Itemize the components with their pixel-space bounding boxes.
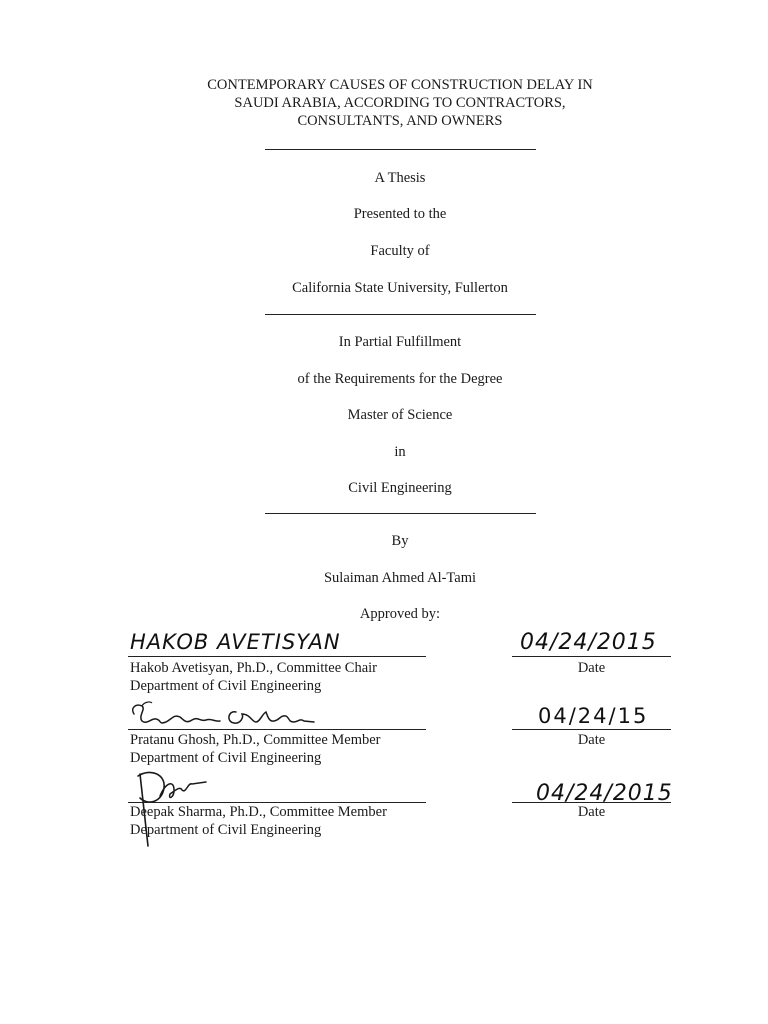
approved-by-label: Approved by:	[359, 606, 441, 622]
fulfillment-text: In Partial Fulfillment	[338, 334, 462, 350]
faculty-text: Faculty of	[370, 243, 430, 259]
title-line-1: CONTEMPORARY CAUSES OF CONSTRUCTION DELAY IN	[207, 77, 593, 93]
thesis-title	[0, 76, 768, 130]
degree-name: Master of Science	[347, 407, 453, 423]
signatory-1-name: Hakob Avetisyan, Ph.D., Committee Chair	[130, 660, 378, 676]
title-line-3: CONSULTANTS, AND OWNERS	[297, 113, 503, 129]
in-text: in	[394, 444, 406, 460]
signatory-3-department: Department of Civil Engineering	[130, 822, 322, 838]
signatory-2-name: Pratanu Ghosh, Ph.D., Committee Member	[130, 732, 381, 748]
date-line-1	[512, 656, 671, 657]
signatory-2-department: Department of Civil Engineering	[130, 750, 322, 766]
date-1-handwritten: 04/24/2015	[520, 630, 657, 655]
signature-1-handwritten: HAKOB AVETISYAN	[130, 630, 341, 654]
date-2-handwritten: 04/24/15	[538, 704, 649, 728]
signature-line-1	[128, 656, 426, 657]
date-label-1: Date	[577, 660, 606, 676]
thesis-label: A Thesis	[374, 170, 426, 186]
requirements-text: of the Requirements for the Degree	[297, 371, 503, 387]
date-label-2: Date	[577, 732, 606, 748]
divider-rule-3	[265, 513, 536, 514]
date-line-2	[512, 729, 671, 730]
signatory-3-name: Deepak Sharma, Ph.D., Committee Member	[130, 804, 387, 820]
divider-rule-2	[265, 314, 536, 315]
author-name: Sulaiman Ahmed Al-Tami	[323, 570, 477, 586]
signature-line-2	[128, 729, 426, 730]
date-label-3: Date	[577, 804, 606, 820]
field-name: Civil Engineering	[348, 480, 452, 496]
presented-to-text: Presented to the	[353, 206, 447, 222]
title-line-2: SAUDI ARABIA, ACCORDING TO CONTRACTORS,	[234, 95, 566, 111]
by-text: By	[391, 533, 409, 549]
date-3-handwritten: 04/24/2015	[536, 781, 673, 806]
divider-rule-1	[265, 149, 536, 150]
university-name: California State University, Fullerton	[292, 280, 508, 296]
signature-2-scribble	[128, 700, 318, 732]
signatory-1-department: Department of Civil Engineering	[130, 678, 322, 694]
